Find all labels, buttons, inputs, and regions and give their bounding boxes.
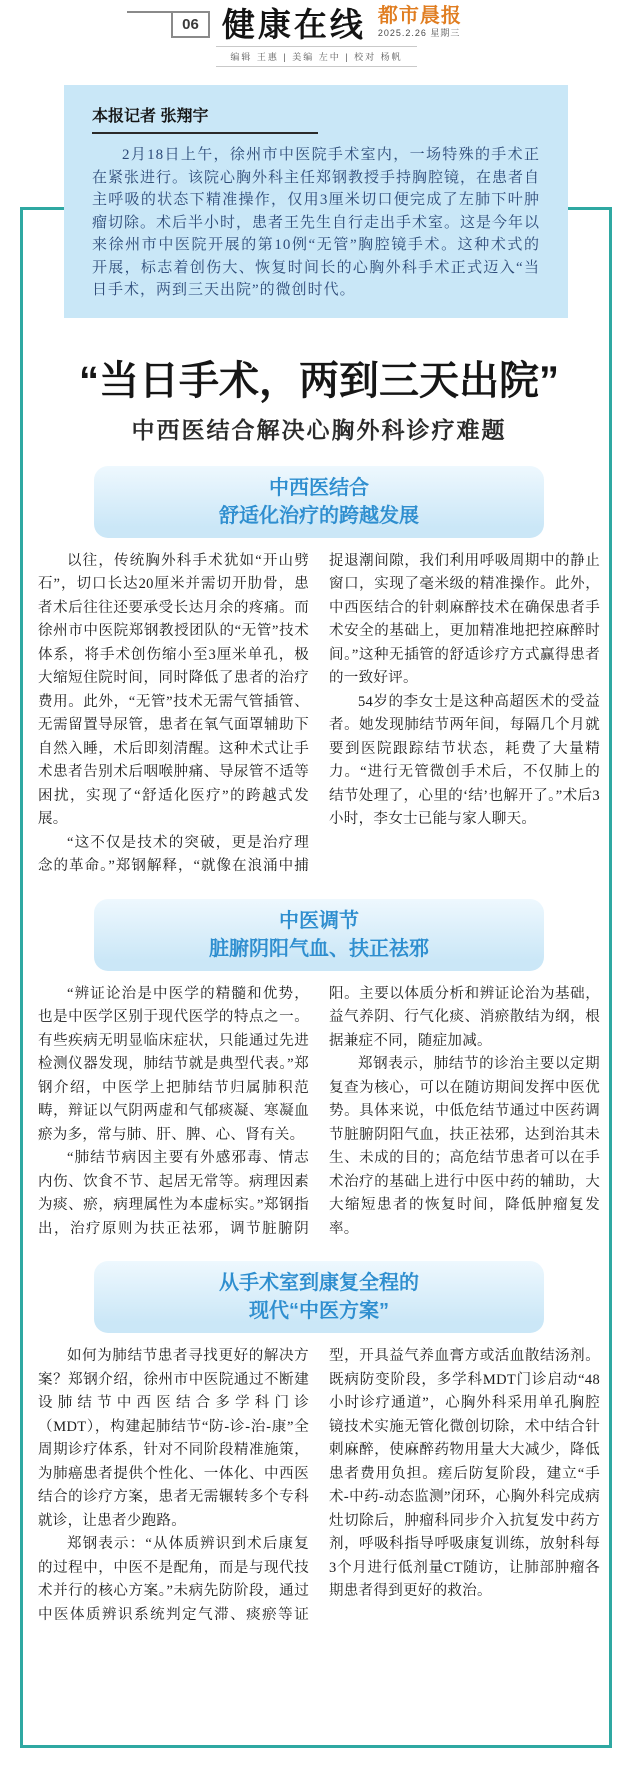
section-2-paragraph-1: “辨证论治是中医学的精髓和优势，也是中医学区别于现代医学的特点之一。有些疾病无明显临床症状，只能通过先进检测仪器发现，肺结节就是典型代表。”郑钢介绍，中医学上把肺结节归属肺积范畴，辩证以气阴两虚和气郁痰凝、寒凝血瘀为多，常与肺、肝、脾、心、肾有关。 [38, 985, 309, 1143]
section-2-title-line1: 中医调节 [279, 909, 359, 932]
article-content [38, 356, 600, 1627]
section-3-header [94, 1261, 544, 1333]
page-number-badge: 06 [171, 11, 210, 38]
section-3-paragraph-1: 如何为肺结节患者寻找更好的解决方案？郑钢介绍，徐州市中医院通过不断建设肺结节中西医结合多学科门诊（MDT），构建起肺结节“防-诊-治-康”全周期诊疗体系，针对不同阶段精准施策，为肺癌患者提供个性化、一体化、中西医结合的诊疗方案，患者无需辗转多个专科就诊，让患者少跑路。 [38, 1348, 309, 1529]
section-2-paragraph-2: “肺结节病因主要有外感邪毒、情志内伤、饮食不节、起居无常等。病理因素为痰、瘀，病理属性为本虚标实。”郑钢指出，治疗原则为扶正祛邪，调节脏腑阴阳。主要以体质分析和辨证论治为基础，益气养阴、行气化痰、消瘀散结为纲，根据兼症不同，随症加减。 [38, 985, 600, 1237]
lead-box [64, 85, 568, 318]
section-1-title-line1: 中西医结合 [269, 476, 369, 499]
section-1-paragraph-1: 以往，传统胸外科手术犹如“开山劈石”，切口长达20厘米并需切开肋骨，患者术后往往还要承受长达月余的疼痛。而徐州市中医院郑钢教授团队的“无管”技术体系，将手术创伤缩小至3厘米单孔，极大缩短住院时间，同时降低了患者的治疗费用。此外，“无管”技术无需气管插管、无需留置导尿管，患者在氧气面罩辅助下自然入睡，术后即刻清醒。这种术式让手术患者告别术后咽喉肿痛、导尿管不适等困扰，实现了“舒适化医疗”的跨越式发展。 [38, 552, 309, 828]
paper-brand [378, 5, 462, 41]
section-3-paragraph-2: 郑钢表示：“从体质辨识到术后康复的过程中，中医不是配角，而是与现代技术并行的核心方案。”未病先防阶段，通过中医体质辨识系统判定气滞、痰瘀等证型，开具益气养血膏方或活血散结汤剂。既病防变阶段，多学科MDT门诊启动“48小时诊疗通道”，心胸外科采用单孔胸腔镜技术实施无管化微创切除，术中结合针刺麻醉，使麻醉药物用量大大减少，降低患者费用负担。瘥后防复阶段，建立“手术-中药-动态监测”闭环，心胸外科完成病灶切除后，肿瘤科同步介入抗复发中药方剂，呼吸科指导呼吸康复训练，放射科每3个月进行低剂量CT随访，让肺部肿瘤各期患者得到更好的救治。 [38, 1348, 600, 1623]
section-1-paragraph-2: “这不仅是技术的突破，更是治疗理念的革命。”郑钢解释，“就像在浪涌中捕捉退潮间隙，我们利用呼吸周期中的静止窗口，实现了毫米级的精准操作。此外，中西医结合的针刺麻醉技术在确保患者手术安全的基础上，更加精准地把控麻醉时间。”这种无插管的舒适诊疗方式赢得患者的一致好评。 [38, 552, 600, 875]
masthead-row [0, 5, 633, 41]
section-2-title-line2: 脏腑阴阳气血、扶正祛邪 [209, 937, 429, 960]
paper-logo: 都市晨报 [377, 5, 462, 27]
headline: “当日手术，两到三天出院” [79, 359, 559, 403]
section-1-header [94, 466, 544, 538]
section-2 [38, 899, 600, 1242]
masthead [0, 5, 633, 67]
issue-date: 2025.2.26 星期三 [377, 28, 461, 38]
section-title: 健康在线 [221, 5, 366, 43]
section-2-header [94, 899, 544, 971]
byline: 本报记者 张翔宇 [92, 103, 318, 134]
section-1 [38, 466, 600, 879]
section-1-paragraph-3: 54岁的李女士是这种高超医术的受益者。她发现肺结节两年间，每隔几个月就要到医院跟踪结节状态，耗费了大量精力。“进行无管微创手术后，不仅肺上的结节处理了，心里的‘结’也解开了。”术后3小时，李女士已能与家人聊天。 [329, 693, 600, 828]
section-1-columns [38, 550, 600, 879]
section-3 [38, 1261, 600, 1627]
section-2-columns [38, 983, 600, 1242]
section-3-title-line2: 现代“中医方案” [249, 1300, 389, 1323]
credits-bar: 编辑 王惠 | 美编 左中 | 校对 杨帆 [216, 46, 416, 67]
subheadline: 中西医结合解决心胸外科诊疗难题 [131, 417, 507, 443]
section-1-title-line2: 舒适化治疗的跨越发展 [219, 504, 419, 527]
lead-paragraph: 2月18日上午，徐州市中医院手术室内，一场特殊的手术正在紧张进行。该院心胸外科主任郑钢教授手持胸腔镜，在患者自主呼吸的状态下精准操作，仅用3厘米切口便完成了左肺下叶肿瘤切除。术后半小时，患者王先生自行走出手术室。这是今年以来徐州市中医院开展的第10例“无管”胸腔镜手术。这种术式的开展，标志着创伤大、恢复时间长的心胸外科手术正式迈入“当日手术，两到三天出院”的微创时代。 [92, 147, 541, 298]
section-3-title-line1: 从手术室到康复全程的 [219, 1272, 419, 1295]
section-2-paragraph-3: 郑钢表示，肺结节的诊治主要以定期复查为核心，可以在随访期间发挥中医优势。具体来说，中低危结节通过中医药调节脏腑阴阳气血，扶正祛邪，达到治其未生、未成的目的；高危结节患者可以在手术治疗的基础上进行中医中药的辅助，大大缩短患者的恢复时间，降低肿瘤复发率。 [329, 1056, 600, 1237]
section-3-columns [38, 1345, 600, 1627]
